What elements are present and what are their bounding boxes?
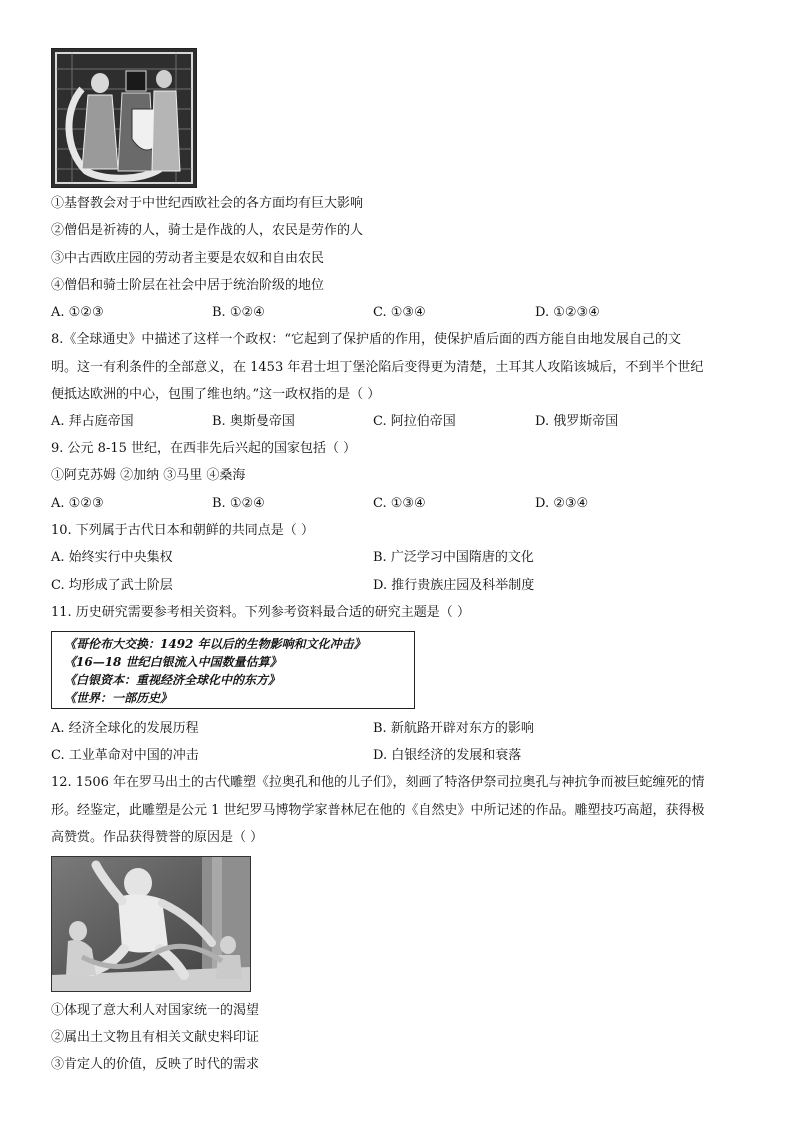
manuscript-illustration [51,48,197,188]
q7-statement-1: ①基督教会对于中世纪西欧社会的各方面均有巨大影响 [51,196,364,211]
q7-option-c: C. ①③④ [373,305,426,320]
q8-option-c: C. 阿拉伯帝国 [373,414,456,429]
q11-reference-1: 《哥伦布大交换：1492 年以后的生物影响和文化冲击》 [64,637,366,651]
q9-option-b: B. ①②④ [212,496,265,511]
q12-stem-line-1: 12. 1506 年在罗马出土的古代雕塑《拉奥孔和他的儿子们》，刻画了特洛伊祭司拉奥孔与神抗争而被巨蛇缠死的情 [51,775,705,790]
q12-stem-line-3: 高赞赏。作品获得赞誉的原因是（ ） [51,830,264,845]
q11-reference-box [51,631,415,709]
q11-reference-4: 《世界：一部历史》 [64,691,173,705]
q11-option-b: B. 新航路开辟对东方的影响 [373,721,534,736]
q12-statement-2: ②属出土文物且有相关文献史料印证 [51,1030,260,1045]
q7-statement-4: ④僧侣和骑士阶层在社会中居于统治阶级的地位 [51,278,325,293]
laocoon-sculpture-photo [51,856,251,992]
q7-option-d: D. ①②③④ [535,305,600,320]
q12-statement-1: ①体现了意大利人对国家统一的渴望 [51,1003,260,1018]
q7-statement-3: ③中古西欧庄园的劳动者主要是农奴和自由农民 [51,251,325,266]
q8-option-b: B. 奥斯曼帝国 [212,414,295,429]
q8-stem-line-1: 8.《全球通史》中描述了这样一个政权：“它起到了保护盾的作用，使保护盾后面的西方能自由地发展自己的文 [51,332,682,347]
q9-option-d: D. ②③④ [535,496,589,511]
q10-option-a: A. 始终实行中央集权 [51,550,173,565]
q9-stem: 9. 公元 8-15 世纪，在西非先后兴起的国家包括（ ） [51,441,357,456]
q12-stem-line-2: 形。经鉴定，此雕塑是公元 1 世纪罗马博物学家普林尼在他的《自然史》中所记述的作品。雕塑技巧高超，获得极 [51,803,705,818]
q8-stem-line-2: 明。这一有利条件的全部意义，在 1453 年君士坦丁堡沦陷后变得更为清楚，土耳其人攻陷该城后，不到半个世纪 [51,360,704,375]
q10-option-b: B. 广泛学习中国隋唐的文化 [373,550,534,565]
q9-items: ①阿克苏姆 ②加纳 ③马里 ④桑海 [51,468,246,483]
q11-reference-3: 《白银资本：重视经济全球化中的东方》 [64,673,281,687]
q9-option-c: C. ①③④ [373,496,426,511]
q8-option-a: A. 拜占庭帝国 [51,414,134,429]
q11-stem: 11. 历史研究需要参考相关资料。下列参考资料最合适的研究主题是（ ） [51,605,470,620]
q7-option-a: A. ①②③ [51,305,104,320]
q11-option-c: C. 工业革命对中国的冲击 [51,748,199,763]
q11-option-a: A. 经济全球化的发展历程 [51,721,199,736]
q11-reference-2: 《16—18 世纪白银流入中国数量估算》 [64,655,282,669]
q9-option-a: A. ①②③ [51,496,104,511]
q8-option-d: D. 俄罗斯帝国 [535,414,619,429]
manuscript-drawing [52,49,196,187]
q7-option-b: B. ①②④ [212,305,265,320]
q11-option-d: D. 白银经济的发展和衰落 [373,748,522,763]
q10-stem: 10. 下列属于古代日本和朝鲜的共同点是（ ） [51,523,314,538]
q7-statement-2: ②僧侣是祈祷的人，骑士是作战的人，农民是劳作的人 [51,223,364,238]
q10-option-c: C. 均形成了武士阶层 [51,578,173,593]
q8-stem-line-3: 便抵达欧洲的中心，包围了维也纳。”这一政权指的是（ ） [51,387,381,402]
q10-option-d: D. 推行贵族庄园及科举制度 [373,578,535,593]
sculpture-drawing [52,857,250,991]
q12-statement-3: ③肯定人的价值，反映了时代的需求 [51,1057,260,1072]
